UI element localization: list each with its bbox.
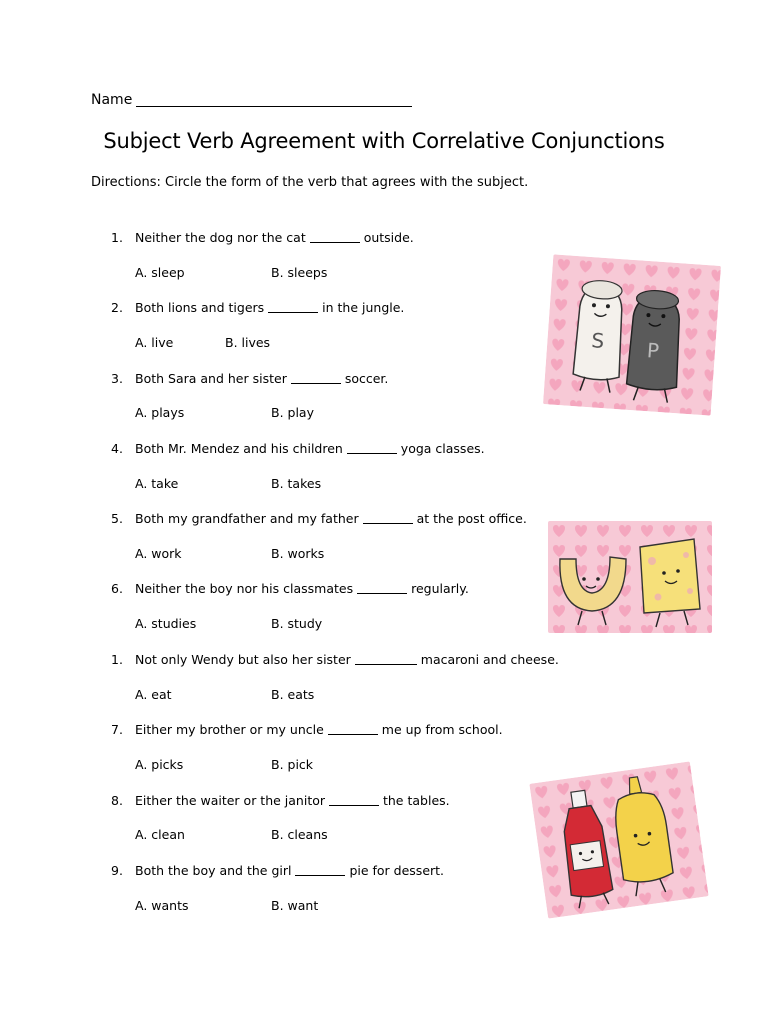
option-b[interactable]: B. eats bbox=[271, 687, 315, 702]
question-10 bbox=[111, 863, 444, 878]
salt-letter: S bbox=[590, 328, 606, 354]
question-3 bbox=[111, 371, 388, 386]
question-text-before: Neither the dog nor the cat bbox=[135, 230, 306, 245]
question-number: 2. bbox=[111, 300, 123, 315]
option-b[interactable]: B. cleans bbox=[271, 827, 328, 842]
macaroni-cheese-illustration bbox=[548, 521, 712, 633]
question-number: 3. bbox=[111, 371, 123, 386]
question-text-before: Both Mr. Mendez and his children bbox=[135, 441, 343, 456]
answer-blank bbox=[295, 864, 345, 876]
salt-pepper-picture bbox=[543, 254, 721, 415]
question-text-before: Either my brother or my uncle bbox=[135, 722, 324, 737]
option-b[interactable]: B. want bbox=[271, 898, 319, 913]
question-text-before: Both the boy and the girl bbox=[135, 863, 292, 878]
option-a[interactable]: A. clean bbox=[135, 827, 185, 842]
question-text-before: Either the waiter or the janitor bbox=[135, 793, 326, 808]
question-text-after: regularly. bbox=[411, 581, 469, 596]
answer-blank bbox=[268, 301, 318, 313]
answer-blank bbox=[310, 231, 360, 243]
answer-blank bbox=[347, 442, 397, 454]
question-number: 7. bbox=[111, 722, 123, 737]
question-number: 6. bbox=[111, 581, 123, 596]
question-text-after: at the post office. bbox=[416, 511, 527, 526]
question-text-before: Not only Wendy but also her sister bbox=[135, 652, 351, 667]
name-blank[interactable] bbox=[136, 92, 412, 107]
question-text-after: soccer. bbox=[344, 371, 389, 386]
name-label: Name bbox=[91, 92, 133, 108]
question-7 bbox=[111, 652, 559, 667]
question-number: 8. bbox=[111, 793, 123, 808]
question-text-before: Neither the boy nor his classmates bbox=[135, 581, 354, 596]
option-a[interactable]: A. eat bbox=[135, 687, 172, 702]
question-8 bbox=[111, 722, 503, 737]
question-text-after: yoga classes. bbox=[400, 441, 485, 456]
question-4 bbox=[111, 441, 485, 456]
option-a[interactable]: A. sleep bbox=[135, 265, 185, 280]
question-text-after: in the jungle. bbox=[322, 300, 405, 315]
answer-blank bbox=[355, 653, 417, 665]
answer-blank bbox=[329, 794, 379, 806]
answer-blank bbox=[363, 512, 413, 524]
salt-pepper-illustration bbox=[543, 254, 721, 415]
option-a[interactable]: A. wants bbox=[135, 898, 189, 913]
option-b[interactable]: B. works bbox=[271, 546, 325, 561]
question-number: 1. bbox=[111, 652, 123, 667]
option-b[interactable]: B. lives bbox=[225, 335, 271, 350]
question-text-before: Both Sara and her sister bbox=[135, 371, 287, 386]
question-5 bbox=[111, 511, 527, 526]
answer-blank bbox=[357, 582, 407, 594]
name-field bbox=[91, 92, 412, 108]
macaroni-cheese-picture bbox=[548, 521, 712, 633]
question-text-after: macaroni and cheese. bbox=[420, 652, 559, 667]
option-a[interactable]: A. take bbox=[135, 476, 179, 491]
question-number: 4. bbox=[111, 441, 123, 456]
answer-blank bbox=[328, 723, 378, 735]
question-text-before: Both lions and tigers bbox=[135, 300, 265, 315]
option-b[interactable]: B. study bbox=[271, 616, 323, 631]
question-1 bbox=[111, 230, 414, 245]
option-a[interactable]: A. plays bbox=[135, 405, 185, 420]
question-number: 9. bbox=[111, 863, 123, 878]
option-a[interactable]: A. studies bbox=[135, 616, 197, 631]
question-text-after: the tables. bbox=[382, 793, 450, 808]
option-b[interactable]: B. play bbox=[271, 405, 314, 420]
option-b[interactable]: B. takes bbox=[271, 476, 322, 491]
ketchup-mustard-illustration bbox=[529, 761, 708, 918]
question-text-after: outside. bbox=[363, 230, 414, 245]
option-a[interactable]: A. picks bbox=[135, 757, 184, 772]
pepper-letter: P bbox=[646, 338, 660, 363]
question-number: 5. bbox=[111, 511, 123, 526]
answer-blank bbox=[291, 372, 341, 384]
question-number: 1. bbox=[111, 230, 123, 245]
question-9 bbox=[111, 793, 450, 808]
option-b[interactable]: B. sleeps bbox=[271, 265, 328, 280]
option-a[interactable]: A. work bbox=[135, 546, 182, 561]
option-a[interactable]: A. live bbox=[135, 335, 174, 350]
ketchup-mustard-picture bbox=[529, 761, 708, 918]
question-6 bbox=[111, 581, 469, 596]
page-title: Subject Verb Agreement with Correlative Conjunctions bbox=[103, 129, 665, 153]
question-2 bbox=[111, 300, 404, 315]
question-text-after: pie for dessert. bbox=[349, 863, 445, 878]
question-text-after: me up from school. bbox=[381, 722, 503, 737]
option-b[interactable]: B. pick bbox=[271, 757, 314, 772]
question-text-before: Both my grandfather and my father bbox=[135, 511, 359, 526]
directions: Directions: Circle the form of the verb that agrees with the subject. bbox=[91, 175, 529, 190]
